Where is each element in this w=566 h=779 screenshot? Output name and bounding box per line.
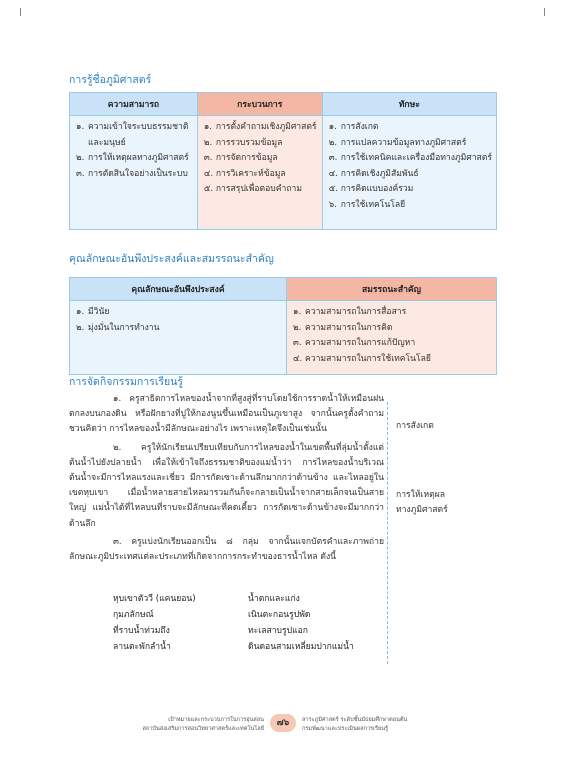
term-left-2: กุมภลักษณ์ [113, 610, 154, 620]
list-item: ๒. มุ่งมั่นในการทำงาน [76, 322, 160, 333]
list-item: ๓. ความสามารถในการแก้ปัญหา [293, 338, 416, 348]
list-item: ๑. การสังเกต [328, 122, 379, 132]
term-left-3: ที่ราบน้ำท่วมถึง [113, 626, 170, 636]
footer-left [140, 716, 264, 734]
attributes-table [69, 277, 497, 375]
footer-line: สถาบันส่งเสริมการสอนวิทยาศาสตร์และเทคโนโลยี [142, 726, 264, 732]
list-item: ๒. การรวบรวมข้อมูล [203, 137, 283, 148]
section2-title: คุณลักษณะอันพึงประสงค์และสมรรถนะสำคัญ [69, 253, 274, 265]
list-item: ๓. การตัดสินใจอย่างเป็นระบบ [76, 168, 188, 179]
section1-title: การรู้ชื่อภูมิศาสตร์ [69, 74, 152, 86]
list-item: ๑. มีวินัย [76, 307, 110, 317]
crop-mark-left [20, 8, 21, 16]
header-ability: ความสามารถ [70, 93, 198, 116]
footer-right [302, 716, 502, 734]
term-right-2: เนินตะกอนรูปพัด [248, 610, 311, 620]
skill-cell [322, 116, 496, 230]
list-item: ๑. ความเข้าใจระบบธรรมชาติ [76, 122, 189, 132]
footer-line: กรมพัฒนาและประเมินผลการเรียนรู้ [302, 726, 389, 732]
process-cell [197, 116, 322, 230]
list-item: ๒. ความสามารถในการคิด [293, 322, 393, 333]
list-item: ๑. ความสามารถในการสื่อสาร [293, 307, 407, 317]
crop-mark-right [544, 8, 545, 16]
header-competencies: สมรรถนะสำคัญ [287, 278, 497, 301]
list-item: ๖. การใช้เทคโนโลยี [328, 199, 406, 210]
list-item: ๔. ความสามารถในการใช้เทคโนโลยี [293, 353, 431, 364]
header-attributes: คุณลักษณะอันพึงประสงค์ [70, 278, 287, 301]
list-item: ๓. การจัดการข้อมูล [203, 153, 278, 163]
side-note-reasoning [396, 488, 448, 518]
page-number: ๗๖ [270, 714, 296, 732]
side-note-observe: การสังเกต [396, 421, 434, 431]
list-item: ๕. การสรุปเพื่อตอบคำถาม [203, 184, 303, 194]
list-item: ๒. การแปลความข้อมูลทางภูมิศาสตร์ [328, 137, 467, 148]
term-right-1: น้ำตกและแก่ง [248, 594, 300, 604]
footer-line: เป้าหมายและกระบวนการในการอุ่นสอน [168, 717, 264, 723]
list-item: ๒. การให้เหตุผลทางภูมิศาสตร์ [76, 153, 189, 163]
activity-paragraph-2: ๒. ครูให้นักเรียนเปรียบเทียบกับการไหลของน้ำในเขตพื้นที่ลุ่มน้ำตั้งแต่ต้นน้ำไปยังปลายน้ำ เพื่อให้เข้าใจถึงธรรมชาติของแม่น้ำว่า การไหลของน้ำบริเวณต้นน้ำจะมีการไหลแรงและเชี่ยว มีการกัดเซาะด้านลึกมากกว่าด้านข้าง และไหลอยู่ในเขตหุบเขา เมื่อน้ำหลายสายไหลมารวมกันก็จะกลายเป็นน้ำจากสายเล็กจนเป็นสายใหญ่ แม่น้ำได้ที่ไหลบนที่ราบจะมีลักษณะที่คดเคี้ยว การกัดเซาะด้านข้างจะมีมากกว่า ด้านลึก [69, 442, 384, 529]
margin-divider [387, 402, 388, 664]
activity-paragraph-1: ๑. ครูสาธิตการไหลของน้ำจากที่สูงสู่ที่ราบโดยใช้การราดน้ำให้เหมือนฝนตกลงบนกองดิน หรือฝักยางที่ปูให้กองนูนขึ้นเหมือนเป็นภูเขาสูง จากนั้นครูตั้งคำถามชวนคิดว่า การไหลของน้ำมีลักษณะอย่างไร เพราะเหตุใดจึงเป็นเช่นนั้น [69, 394, 384, 435]
term-right-3: ทะเลสาบรูปแอก [248, 626, 308, 636]
term-left-4: ลานตะพักลำน้ำ [113, 642, 171, 652]
header-process: กระบวนการ [197, 93, 322, 116]
activity-paragraph-3: ๓. ครูแบ่งนักเรียนออกเป็น ๘ กลุ่ม จากนั้นแจกบัตรคำและภาพถ่ายลักษณะภูมิประเทศแต่ละประเภทที่เกิดจากการกระทำของธารน้ำไหล ดังนี้ [69, 536, 384, 563]
list-item: ๔. การคิดเชิงภูมิสัมพันธ์ [328, 168, 419, 179]
list-item: ๔. การวิเคราะห์ข้อมูล [203, 168, 286, 179]
term-right-4: ดินดอนสามเหลี่ยมปากแม่น้ำ [248, 642, 354, 652]
side-note-line: ทางภูมิศาสตร์ [396, 505, 448, 516]
skills-table [69, 92, 497, 230]
side-note-line: การให้เหตุผล [396, 490, 445, 500]
footer-line: สาระภูมิศาสตร์ ระดับชั้นมัธยมศึกษาตอนต้น [302, 717, 408, 723]
activity-body [69, 392, 384, 565]
header-skill: ทักษะ [322, 93, 496, 116]
list-item: และมนุษย์ [88, 137, 126, 148]
list-item: ๓. การใช้เทคนิคและเครื่องมือทางภูมิศาสตร์ [328, 153, 492, 163]
section3-title: การจัดกิจกรรมการเรียนรู้ [69, 376, 184, 388]
list-item: ๑. การตั้งคำถามเชิงภูมิศาสตร์ [203, 122, 317, 132]
term-left-1: หุบเขาตัววี (แคนยอน) [113, 594, 196, 604]
competencies-cell [287, 301, 497, 375]
ability-cell [70, 116, 198, 230]
list-item: ๕. การคิดแบบองค์รวม [328, 184, 414, 194]
attributes-cell [70, 301, 287, 375]
